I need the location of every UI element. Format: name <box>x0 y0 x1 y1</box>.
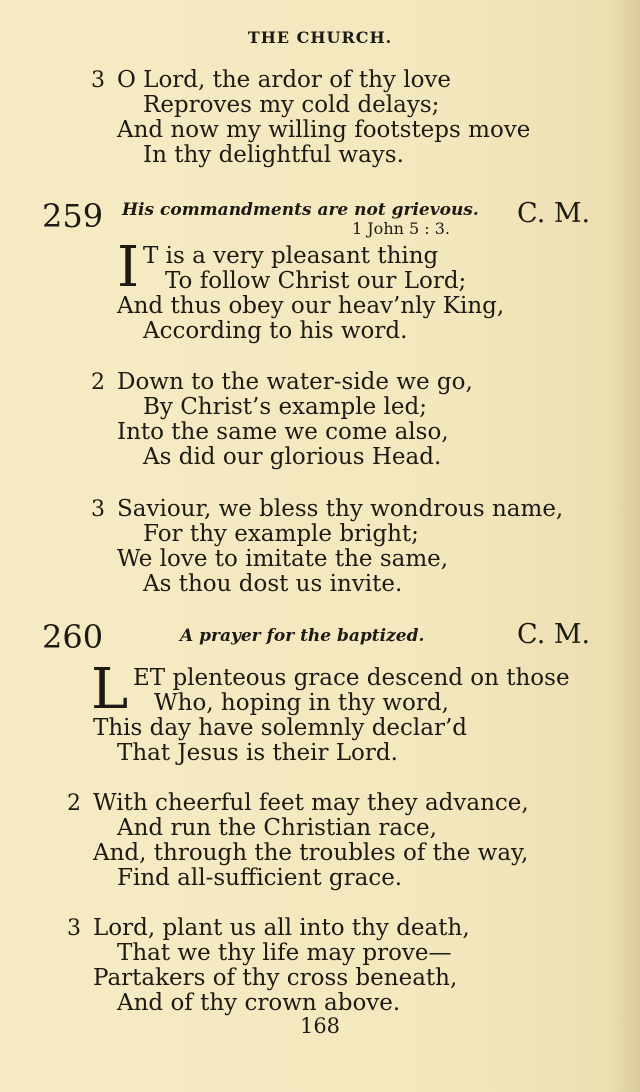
verse-line: Find all-sufficient grace. <box>117 865 403 891</box>
verse-line: Who, hoping in thy word, <box>154 690 449 716</box>
verse-line: By Christ’s example led; <box>143 394 427 420</box>
hymn-number: 259 <box>42 197 104 235</box>
verse-line: T is a very pleasant thing <box>143 243 439 269</box>
hymn-subtitle: A prayer for the baptized. <box>180 626 425 646</box>
scripture-reference: 1 John 5 : 3. <box>352 219 451 238</box>
page-number: 168 <box>299 1014 341 1038</box>
verse-line: As thou dost us invite. <box>143 571 403 597</box>
drop-cap: L <box>91 657 129 722</box>
verse-line: That we thy life may prove— <box>117 940 452 966</box>
stanza-number: 3 <box>67 916 81 941</box>
running-header: THE CHURCH. <box>247 28 393 47</box>
stanza-number: 3 <box>91 497 105 522</box>
verse-line: As did our glorious Head. <box>143 444 442 470</box>
verse-line: To follow Christ our Lord; <box>165 268 467 294</box>
verse-line: Saviour, we bless thy wondrous name, <box>117 496 564 522</box>
verse-line: According to his word. <box>143 318 408 344</box>
verse-line: Down to the water-side we go, <box>117 369 473 395</box>
verse-line: ET plenteous grace descend on those <box>133 665 570 691</box>
verse-line: And run the Christian race, <box>117 815 437 841</box>
verse-line: O Lord, the ardor of thy love <box>117 67 452 93</box>
stanza-number: 2 <box>67 791 81 816</box>
verse-line: Partakers of thy cross beneath, <box>93 965 458 991</box>
verse-line: We love to imitate the same, <box>117 546 449 572</box>
verse-line: For thy example bright; <box>143 521 419 547</box>
stanza-number: 2 <box>91 370 105 395</box>
hymn-subtitle: His commandments are not grievous. <box>122 200 479 220</box>
hymn-number: 260 <box>42 618 104 656</box>
meter: C. M. <box>517 198 591 229</box>
drop-cap: I <box>117 235 140 300</box>
verse-line: This day have solemnly declar’d <box>93 715 468 741</box>
verse-line: And thus obey our heav’nly King, <box>117 293 505 319</box>
meter: C. M. <box>517 619 591 650</box>
verse-line: And, through the troubles of the way, <box>93 840 529 866</box>
verse-line: Reproves my cold delays; <box>143 92 440 118</box>
verse-line: In thy delightful ways. <box>143 142 404 168</box>
verse-line: With cheerful feet may they advance, <box>93 790 529 816</box>
verse-line: That Jesus is their Lord. <box>117 740 398 766</box>
verse-line: And now my willing footsteps move <box>117 117 531 143</box>
verse-line: Lord, plant us all into thy death, <box>93 915 470 941</box>
stanza-number: 3 <box>91 68 105 93</box>
verse-line: And of thy crown above. <box>117 990 401 1016</box>
verse-line: Into the same we come also, <box>117 419 449 445</box>
